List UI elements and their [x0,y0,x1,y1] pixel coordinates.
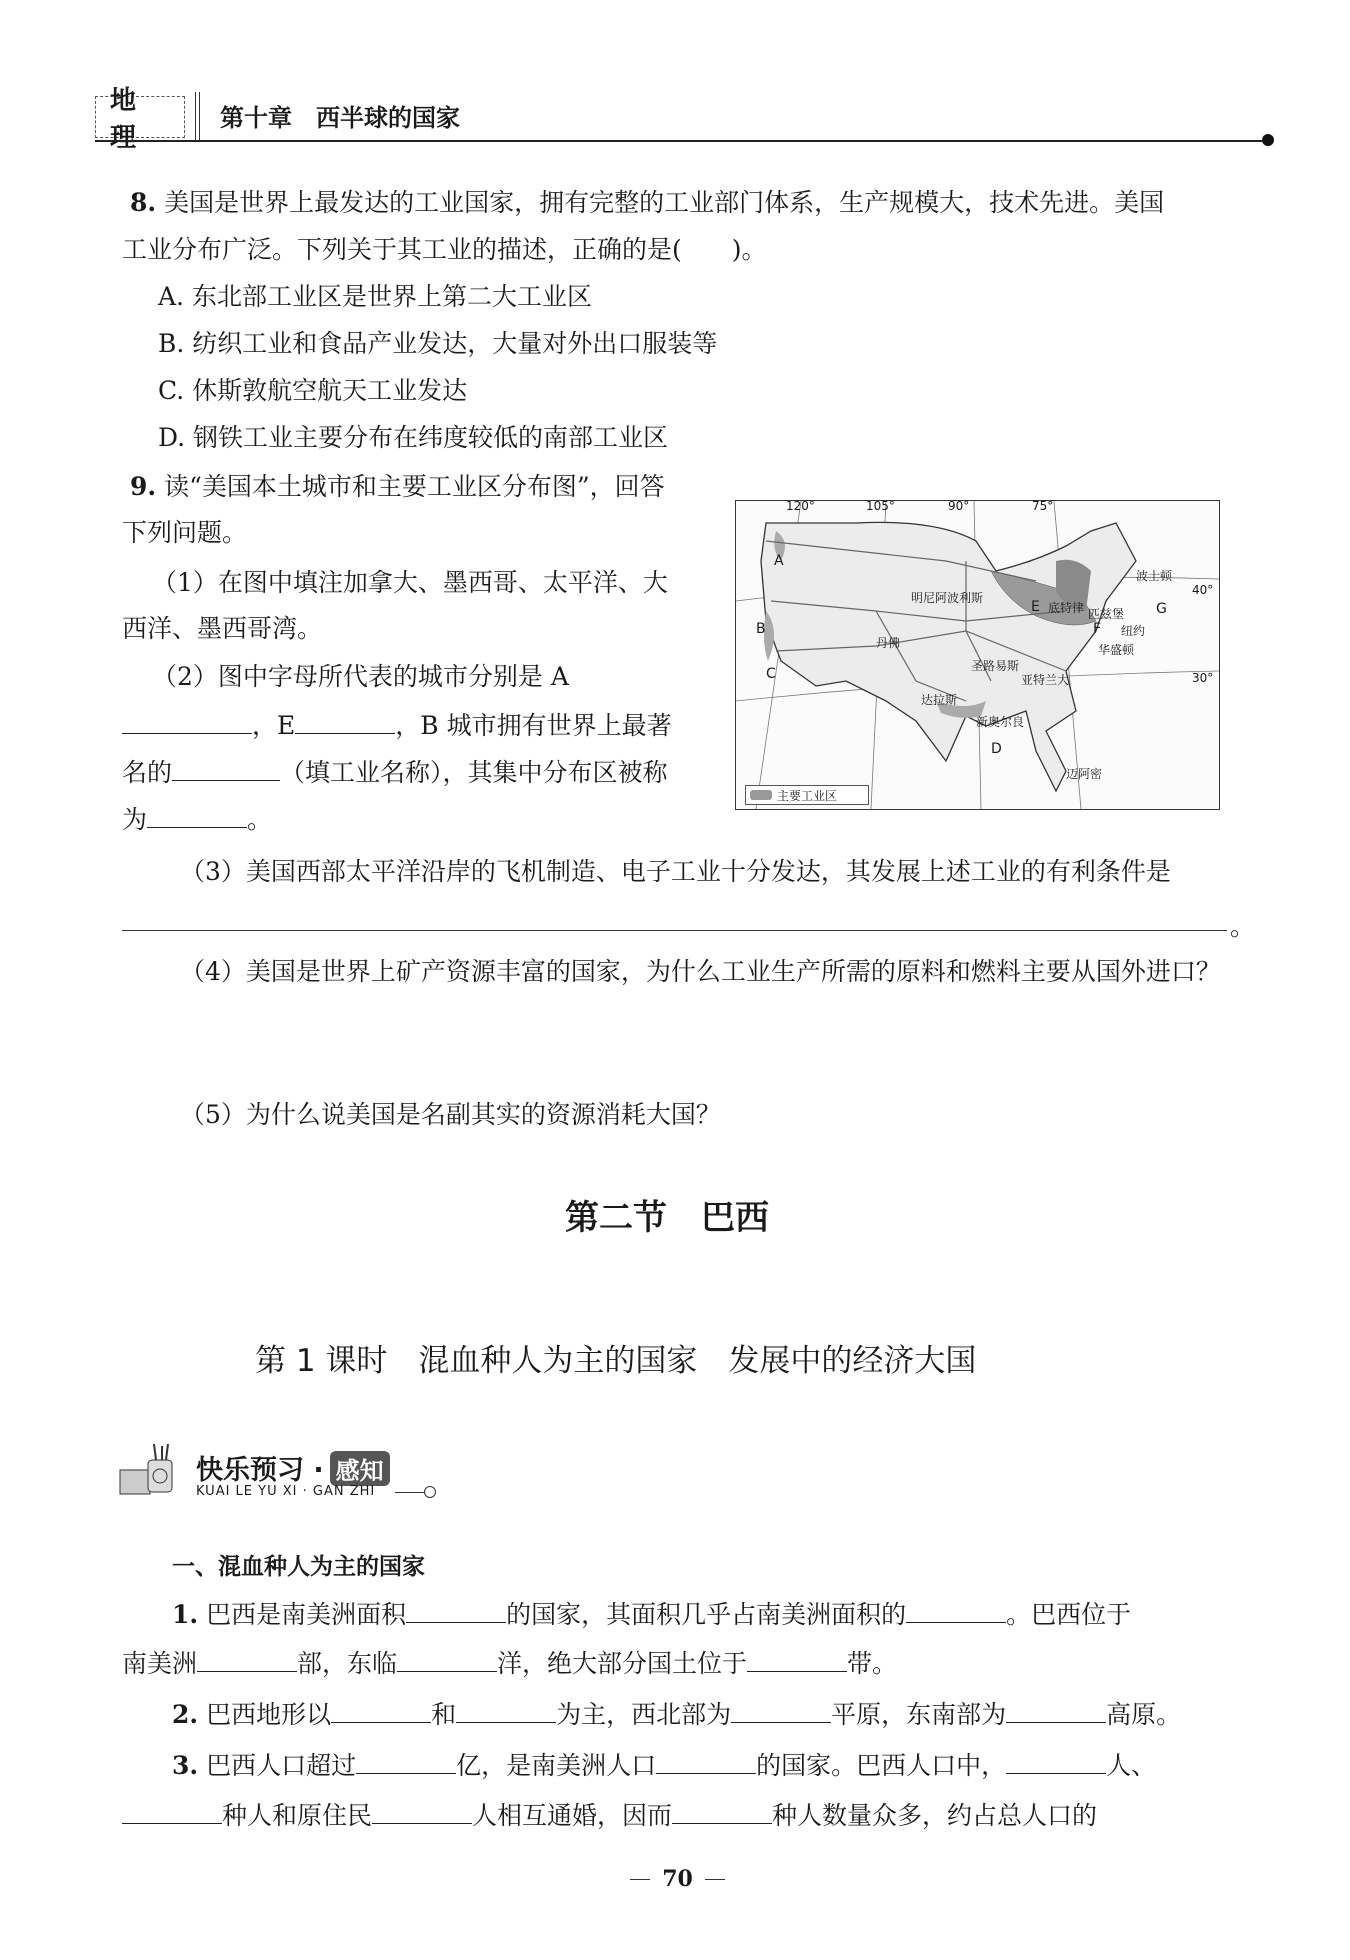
badge-rule [395,1492,425,1493]
p1-i3-g: 种人数量众多，约占总人口的 [772,1801,1098,1830]
p1-item2-number: 2. [172,1700,199,1729]
p1-item2 [172,1696,1181,1732]
city-washington: 华盛顿 [1098,643,1135,657]
q9-p2-line4 [122,801,272,837]
p1-i3-b: 亿，是南美洲人口 [456,1751,657,1780]
badge-title [196,1448,390,1487]
section-title: 第二节 巴西 [565,1198,769,1238]
map-letter-a: A [774,553,784,569]
part1-heading: 一、混血种人为主的国家 [172,1554,425,1580]
p1-blank-7[interactable] [456,1696,556,1723]
map-letter-b: B [756,621,766,637]
p1-i2-d: 平原，东南部为 [831,1700,1007,1729]
q8-stem-line1 [130,186,1164,220]
usa-industry-map [735,500,1220,810]
chapter-title: 第十章 西半球的国家 [220,104,460,132]
p1-i2-b: 和 [431,1700,457,1729]
map-letter-g: G [1156,601,1167,617]
p1-item3-number: 3. [172,1751,199,1780]
city-dallas: 达拉斯 [921,693,958,707]
q9-p1-line2: 西洋、墨西哥湾。 [122,614,323,643]
p1-blank-4[interactable] [397,1645,497,1672]
q9-p4: （4）美国是世界上矿产资源丰富的国家，为什么工业生产所需的原料和燃料主要从国外进口？ [180,957,1221,986]
p1-blank-10[interactable] [356,1747,456,1774]
map-letter-f: F [1093,621,1102,637]
lat-30: 30° [1192,671,1214,685]
p1-i2-e: 高原。 [1106,1700,1182,1729]
p1-item1-number: 1. [172,1600,199,1629]
city-minneapolis: 明尼阿波利斯 [911,591,984,605]
q9-p3-answer-line[interactable] [122,930,1227,931]
p1-item1-line1 [172,1596,1131,1632]
city-denver: 丹佛 [876,636,901,650]
q9-p2-text-c: 名的 [122,758,173,787]
q9-blank-industry[interactable] [172,754,280,781]
p1-i1-e: 部，东临 [297,1649,398,1678]
p1-blank-5[interactable] [747,1645,847,1672]
lesson-title: 第 1 课时 混血种人为主的国家 发展中的经济大国 [255,1343,977,1379]
lat-40: 40° [1192,583,1214,597]
legend-swatch [750,790,772,800]
p1-i1-c: 。巴西位于 [1006,1600,1132,1629]
city-atlanta: 亚特兰大 [1021,673,1070,687]
p1-item3-line1 [172,1747,1156,1783]
p1-blank-1[interactable] [406,1596,506,1623]
map-legend [745,785,869,805]
p1-i3-a: 巴西人口超过 [206,1751,357,1780]
q8-option-b: B. 纺织工业和食品产业发达，大量对外出口服装等 [158,329,718,358]
q9-blank-region[interactable] [147,801,247,828]
q9-number: 9. [130,472,157,501]
header-separator [195,92,200,140]
p1-i1-f: 洋，绝大部分国土位于 [497,1649,748,1678]
badge-subtitle: KUAI LE YU XI · GAN ZHI [196,1484,376,1499]
q9-p3: （3）美国西部太平洋沿岸的飞机制造、电子工业十分发达，其发展上述工业的有利条件是 [180,857,1171,886]
page-number: 70 [662,1866,693,1892]
q9-blank-e[interactable] [295,707,395,734]
p1-blank-3[interactable] [197,1645,297,1672]
q8-number: 8. [130,188,157,217]
q9-p2-text-e: 为 [122,805,148,834]
q9-stem-line1 [130,470,665,504]
legend-label: 主要工业区 [777,788,838,803]
q8-option-c: C. 休斯敦航空航天工业发达 [158,376,468,405]
q9-stem-line2: 下列问题。 [122,518,248,547]
p1-item1-line2 [122,1645,897,1681]
q8-stem-line2: 工业分布广泛。下列关于其工业的描述，正确的是( )。 [122,235,767,264]
pencil-cup-icon [118,1442,180,1500]
p1-i1-g: 带。 [847,1649,898,1678]
badge-title-text: 快乐预习 · [196,1455,324,1486]
city-neworleans: 新奥尔良 [976,715,1025,729]
city-stlouis: 圣路易斯 [971,659,1020,673]
p1-i3-c: 的国家。巴西人口中， [756,1751,1007,1780]
subject-text: 地理 [110,86,151,153]
map-letter-d: D [991,741,1002,757]
p1-blank-15[interactable] [672,1797,772,1824]
lon-75: 75° [1032,500,1054,513]
p1-i3-e: 种人和原住民 [222,1801,373,1830]
q8-option-a: A. 东北部工业区是世界上第二大工业区 [158,282,592,311]
p1-blank-2[interactable] [906,1596,1006,1623]
lon-90: 90° [948,500,970,513]
q9-p5: （5）为什么说美国是名副其实的资源消耗大国？ [180,1100,721,1129]
city-miami: 迈阿密 [1066,767,1103,781]
q9-p2-line2 [122,707,672,743]
q9-stem-text1: 读“美国本土城市和主要工业区分布图”，回答 [164,472,665,501]
p1-i2-c: 为主，西北部为 [556,1700,732,1729]
q8-stem-text1: 美国是世界上最发达的工业国家，拥有完整的工业部门体系，生产规模大，技术先进。美国 [164,188,1165,217]
p1-blank-14[interactable] [372,1797,472,1824]
p1-blank-8[interactable] [731,1696,831,1723]
map-drawing [736,501,1219,809]
p1-i1-a: 巴西是南美洲面积 [206,1600,407,1629]
lon-105: 105° [866,500,895,513]
lon-120: 120° [786,500,815,513]
map-letter-e: E [1031,599,1040,615]
header-rule [95,140,1265,142]
p1-i2-a: 巴西地形以 [206,1700,332,1729]
city-boston: 波士顿 [1136,569,1173,583]
subject-label [95,86,185,153]
p1-i1-b: 的国家，其面积几乎占南美洲面积的 [506,1600,907,1629]
p1-i1-d: 南美洲 [122,1649,198,1678]
city-newyork: 纽约 [1121,624,1146,638]
q9-p2-line1: （2）图中字母所代表的城市分别是 A [152,662,569,691]
city-detroit: 底特律 [1048,601,1085,615]
q9-p3-end: 。 [1230,912,1256,941]
q9-p2-text-f: 。 [247,805,273,834]
city-pittsburgh: 匹兹堡 [1088,607,1125,621]
page-footer [625,1866,730,1892]
p1-i3-d: 人、 [1106,1751,1157,1780]
map-letter-c: C [766,666,776,682]
badge-tag: 感知 [330,1451,390,1486]
q9-blank-a[interactable] [122,707,252,734]
q9-p2-text-a: ，E [252,711,296,740]
p1-blank-9[interactable] [1006,1696,1106,1723]
q9-p1-line1: （1）在图中填注加拿大、墨西哥、太平洋、大 [152,568,668,597]
q9-p2-text-d: （填工业名称），其集中分布区被称 [280,758,668,787]
footer-dash-left [630,1879,650,1880]
q9-p2-line3 [122,754,668,790]
p1-blank-12[interactable] [1006,1747,1106,1774]
p1-i3-f: 人相互通婚，因而 [472,1801,673,1830]
q9-p2-text-b: ，B 城市拥有世界上最著 [395,711,672,740]
p1-blank-13[interactable] [122,1797,222,1824]
q8-option-d: D. 钢铁工业主要分布在纬度较低的南部工业区 [158,423,669,452]
header-dot [1262,134,1274,146]
p1-blank-11[interactable] [656,1747,756,1774]
footer-dash-right [705,1879,725,1880]
badge-circle [424,1486,436,1498]
p1-item3-line2 [122,1797,1097,1833]
p1-blank-6[interactable] [331,1696,431,1723]
